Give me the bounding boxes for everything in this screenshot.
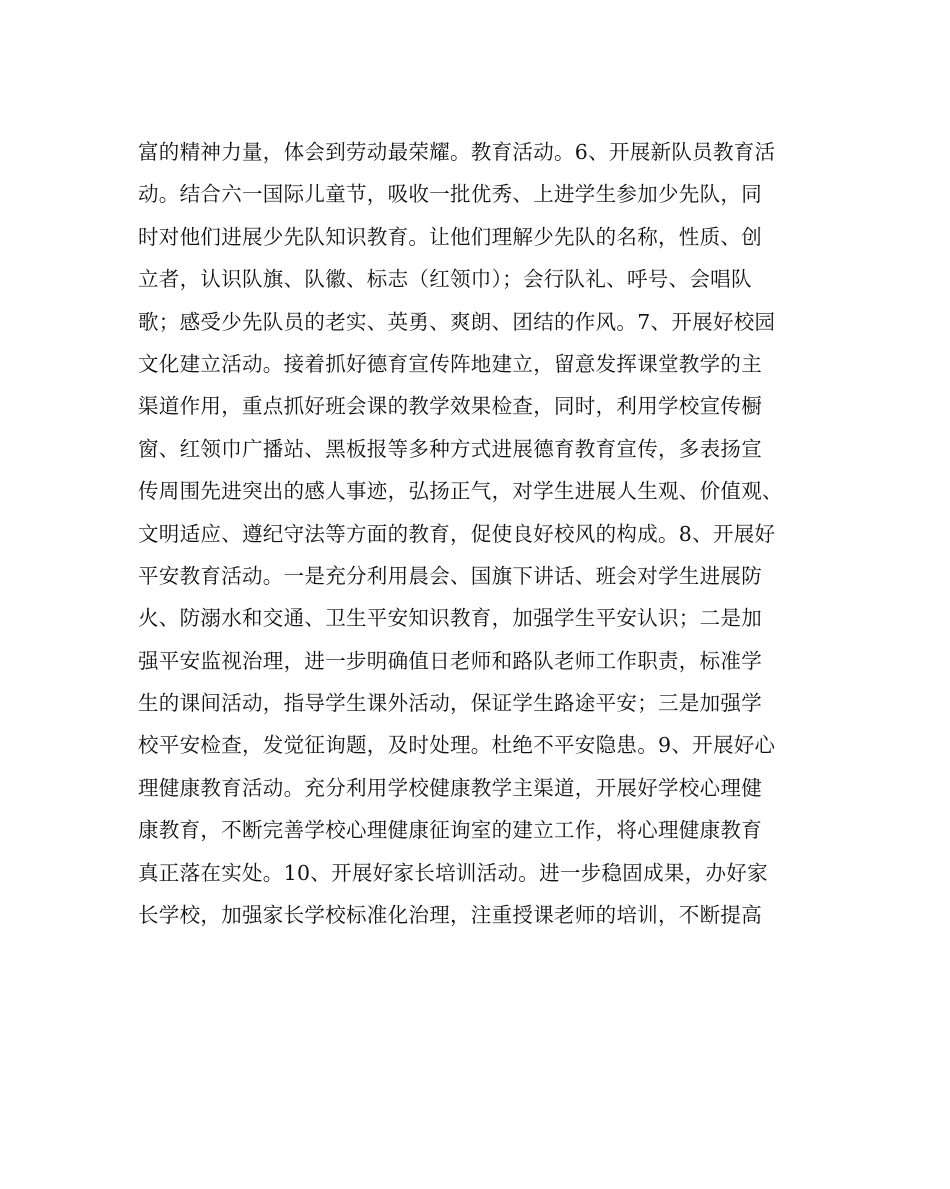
text-line: 时对他们进展少先队知识教育。让他们理解少先队的名称，性质、创 — [138, 224, 762, 249]
text-line: 窗、红领巾广播站、黑板报等多种方式进展德育教育宣传，多表扬宣 — [138, 436, 762, 461]
text-line: 动。结合六一国际儿童节，吸收一批优秀、上进学生参加少先队，同 — [138, 182, 762, 207]
body-text — [138, 131, 818, 936]
text-line: 立者，认识队旗、队徽、标志（红领巾）；会行队礼、呼号、会唱队 — [138, 267, 752, 292]
text-line: 校平安检查，发觉征询题，及时处理。杜绝不平安隐患。9、开展好心 — [138, 733, 776, 758]
text-line: 强平安监视治理，进一步明确值日老师和路队老师工作职责，标准学 — [138, 648, 762, 673]
text-line: 火、防溺水和交通、卫生平安知识教育，加强学生平安认识；二是加 — [138, 606, 762, 631]
text-line: 长学校，加强家长学校标准化治理，注重授课老师的培训，不断提高 — [138, 903, 762, 928]
text-line: 生的课间活动，指导学生课外活动，保证学生路途平安；三是加强学 — [138, 691, 762, 716]
text-line: 康教育，不断完善学校心理健康征询室的建立工作，将心理健康教育 — [138, 818, 762, 843]
text-line: 渠道作用，重点抓好班会课的教学效果检查，同时，利用学校宣传橱 — [138, 394, 762, 419]
text-line: 传周围先进突出的感人事迹，弘扬正气，对学生进展人生观、价值观、 — [138, 479, 783, 504]
text-line: 文明适应、遵纪守法等方面的教育，促使良好校风的构成。8、开展好 — [138, 521, 776, 546]
text-line: 理健康教育活动。充分利用学校健康教学主渠道，开展好学校心理健 — [138, 775, 762, 800]
text-line: 富的精神力量，体会到劳动最荣耀。教育活动。6、开展新队员教育活 — [138, 140, 776, 164]
text-line: 真正落在实处。10、开展好家长培训活动。进一步稳固成果，办好家 — [138, 860, 768, 885]
text-line: 歌；感受少先队员的老实、英勇、爽朗、团结的作风。7、开展好校园 — [138, 309, 776, 334]
text-line: 平安教育活动。一是充分利用晨会、国旗下讲话、班会对学生进展防 — [138, 563, 762, 588]
text-line: 文化建立活动。接着抓好德育宣传阵地建立，留意发挥课堂教学的主 — [138, 351, 762, 376]
